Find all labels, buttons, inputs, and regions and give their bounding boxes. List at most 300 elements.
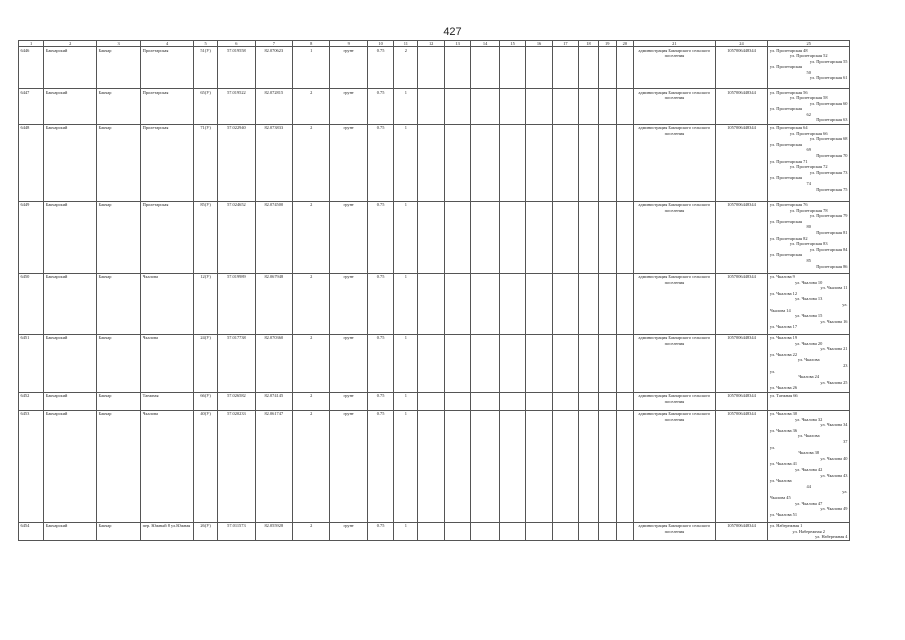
address-line: ул. Набережная 4 [815, 534, 848, 540]
empty-cell [526, 334, 552, 392]
address-line: ул. Пролетарская 73 [809, 169, 848, 175]
address-line: 50 [806, 69, 811, 75]
address-line: 80 [806, 224, 811, 230]
address-line: ул. [842, 489, 848, 495]
empty-cell [616, 522, 634, 541]
empty-cell [526, 410, 552, 522]
ogrn-cell: 1057006448344 [715, 89, 768, 125]
area-cell: 0.75 [367, 410, 393, 522]
empty-cell [616, 392, 634, 410]
latitude-cell: 57.011573 [218, 522, 255, 541]
address-line: ул. Чкалова 19 [769, 335, 798, 341]
row-number-cell: 6446 [19, 47, 44, 89]
empty-cell [418, 410, 444, 522]
district-cell: Бакчарский [44, 273, 97, 334]
locality-cell: Бакчар [97, 522, 141, 541]
surface-count-cell: 1 [293, 47, 330, 89]
longitude-cell: 82.074145 [255, 392, 292, 410]
address-line: ул. Пролетарская [769, 252, 803, 258]
registry-table [18, 40, 850, 541]
address-line: ул. Пролетарская 58 [789, 95, 828, 101]
column-header: 6 [218, 41, 255, 47]
column-header: 17 [552, 41, 578, 47]
surface-type-cell: грунт [330, 273, 367, 334]
address-line: ул. [769, 444, 776, 450]
address-line: ул. [769, 368, 776, 374]
column-header: 4 [141, 41, 194, 47]
column-header: 12 [418, 41, 444, 47]
empty-cell [418, 392, 444, 410]
address-line: ул. Чкалова 42 [795, 466, 823, 472]
house-cell: 40(У) [193, 410, 217, 522]
empty-cell [616, 47, 634, 89]
empty-cell [552, 89, 578, 125]
column-header: 25 [768, 41, 850, 47]
empty-cell [616, 89, 634, 125]
surface-count-cell: 2 [293, 124, 330, 201]
street-cell: Пролетарская [141, 47, 194, 89]
house-cell: 71(У) [193, 124, 217, 201]
empty-cell [598, 124, 616, 201]
empty-cell [552, 410, 578, 522]
empty-cell [418, 124, 444, 201]
page-number: 427 [443, 26, 462, 38]
latitude-cell: 57.020233 [218, 410, 255, 522]
address-line: Чкалова 14 [769, 307, 791, 313]
longitude-cell: 82.074500 [255, 201, 292, 273]
column-header: 7 [255, 41, 292, 47]
address-line: ул. Таежная 66 [769, 393, 798, 398]
empty-cell [444, 201, 470, 273]
container-count-cell: 1 [394, 201, 418, 273]
addresses-cell [768, 410, 850, 522]
column-header: 13 [444, 41, 470, 47]
empty-cell [444, 392, 470, 410]
empty-cell [598, 201, 616, 273]
street-cell: Таежная [141, 392, 194, 410]
empty-cell [552, 47, 578, 89]
column-header: 20 [616, 41, 634, 47]
addresses-cell [768, 334, 850, 392]
latitude-cell: 57.024652 [218, 201, 255, 273]
address-line: ул. Чкалова 30 [769, 411, 798, 416]
empty-cell [444, 47, 470, 89]
address-line: ул. Пролетарская 68 [809, 136, 848, 142]
address-line: ул. Пролетарская [769, 175, 803, 181]
empty-cell [471, 392, 500, 410]
ogrn-cell: 1057006448344 [715, 124, 768, 201]
address-line: ул. Пролетарская 52 [789, 53, 828, 59]
surface-count-cell: 2 [293, 273, 330, 334]
longitude-cell: 82.061747 [255, 410, 292, 522]
empty-cell [418, 201, 444, 273]
area-cell: 0.75 [367, 522, 393, 541]
empty-cell [598, 410, 616, 522]
empty-cell [526, 89, 552, 125]
address-line: 23 [843, 363, 848, 369]
ogrn-cell: 1057006448344 [715, 201, 768, 273]
surface-type-cell: грунт [330, 89, 367, 125]
surface-type-cell: грунт [330, 201, 367, 273]
district-cell: Бакчарский [44, 89, 97, 125]
row-number-cell: 6452 [19, 392, 44, 410]
empty-cell [579, 89, 599, 125]
row-number-cell: 6449 [19, 201, 44, 273]
addresses-cell [768, 124, 850, 201]
empty-cell [499, 410, 525, 522]
address-line: ул. Пролетарская [769, 106, 803, 112]
row-number-cell: 6453 [19, 410, 44, 522]
address-line: ул. Чкалова 49 [820, 506, 848, 512]
address-line: ул. Пролетарская 55 [809, 58, 848, 64]
address-line: ул. Пролетарская 82 [769, 235, 808, 241]
surface-count-cell: 2 [293, 522, 330, 541]
surface-count-cell: 2 [293, 201, 330, 273]
table-row [19, 201, 850, 273]
area-cell: 0.75 [367, 201, 393, 273]
owner-cell: администрация Бакчарского сельского поселения [634, 392, 715, 410]
container-count-cell: 1 [394, 273, 418, 334]
address-line: Пролетарская 81 [816, 230, 848, 236]
owner-cell: администрация Бакчарского сельского поселения [634, 273, 715, 334]
empty-cell [526, 522, 552, 541]
longitude-cell: 82.073833 [255, 124, 292, 201]
address-line: ул. Пролетарская 64 [769, 125, 808, 131]
row-number-cell: 6454 [19, 522, 44, 541]
container-count-cell: 1 [394, 522, 418, 541]
house-cell: 85(У) [193, 201, 217, 273]
column-header: 19 [598, 41, 616, 47]
empty-cell [526, 273, 552, 334]
empty-cell [418, 522, 444, 541]
longitude-cell: 82.067948 [255, 273, 292, 334]
empty-cell [444, 334, 470, 392]
address-line: ул. Чкалова 47 [795, 500, 823, 506]
area-cell: 0.75 [367, 334, 393, 392]
empty-cell [552, 522, 578, 541]
house-cell: 51(У) [193, 47, 217, 89]
street-cell: пер. Южный 8 ул.Южная [141, 522, 194, 541]
empty-cell [471, 124, 500, 201]
table-row [19, 522, 850, 541]
surface-type-cell: грунт [330, 392, 367, 410]
address-line: ул. Пролетарская [769, 141, 803, 147]
row-number-cell: 6447 [19, 89, 44, 125]
owner-cell: администрация Бакчарского сельского поселения [634, 522, 715, 541]
ogrn-cell: 1057006448344 [715, 273, 768, 334]
table-row [19, 273, 850, 334]
latitude-cell: 57.026582 [218, 392, 255, 410]
empty-cell [616, 273, 634, 334]
column-header: 9 [330, 41, 367, 47]
empty-cell [444, 410, 470, 522]
address-line: Чкалова 38 [798, 450, 820, 456]
empty-cell [471, 273, 500, 334]
table-row [19, 392, 850, 410]
address-line: Пролетарская 70 [816, 153, 848, 159]
empty-cell [444, 273, 470, 334]
address-line: ул. Пролетарская 84 [809, 246, 848, 252]
area-cell: 0.75 [367, 47, 393, 89]
address-line: 37 [843, 438, 848, 444]
address-line: ул. Чкалова 40 [820, 455, 848, 461]
surface-count-cell: 2 [293, 89, 330, 125]
table-row [19, 47, 850, 89]
column-header: 1 [19, 41, 44, 47]
longitude-cell: 82.072815 [255, 89, 292, 125]
empty-cell [418, 334, 444, 392]
address-line: 44 [806, 483, 811, 489]
surface-type-cell: грунт [330, 334, 367, 392]
column-header: 5 [193, 41, 217, 47]
address-line: ул. Чкалова 11 [820, 285, 848, 291]
empty-cell [471, 201, 500, 273]
street-cell: Чкалова [141, 334, 194, 392]
address-line: ул. [842, 302, 848, 308]
street-cell: Чкалова [141, 273, 194, 334]
empty-cell [598, 522, 616, 541]
address-line: ул. Чкалова 22 [769, 351, 798, 357]
locality-cell: Бакчар [97, 410, 141, 522]
column-header: 24 [715, 41, 768, 47]
address-line: ул. Чкалова 12 [769, 290, 798, 296]
empty-cell [552, 124, 578, 201]
longitude-cell: 82.055928 [255, 522, 292, 541]
address-line: ул. Чкалова 34 [820, 422, 848, 428]
locality-cell: Бакчар [97, 334, 141, 392]
locality-cell: Бакчар [97, 201, 141, 273]
address-line: Пролетарская 86 [816, 263, 848, 269]
empty-cell [471, 410, 500, 522]
area-cell: 0.75 [367, 89, 393, 125]
empty-cell [444, 89, 470, 125]
address-line: ул. Чкалова 43 [820, 472, 848, 478]
ogrn-cell: 1057006448344 [715, 47, 768, 89]
surface-count-cell: 2 [293, 392, 330, 410]
longitude-cell: 82.070360 [255, 334, 292, 392]
empty-cell [471, 89, 500, 125]
address-line: ул. Чкалова 32 [795, 416, 823, 422]
empty-cell [579, 47, 599, 89]
empty-cell [418, 273, 444, 334]
street-cell: Пролетарская [141, 124, 194, 201]
empty-cell [499, 201, 525, 273]
area-cell: 0.75 [367, 392, 393, 410]
empty-cell [526, 392, 552, 410]
address-line: ул. Чкалова 26 [769, 385, 798, 391]
empty-cell [526, 124, 552, 201]
latitude-cell: 57.022940 [218, 124, 255, 201]
latitude-cell: 57.019989 [218, 273, 255, 334]
empty-cell [499, 47, 525, 89]
address-line: ул. Пролетарская 60 [809, 100, 848, 106]
address-line: ул. Чкалова 13 [795, 296, 823, 302]
row-number-cell: 6448 [19, 124, 44, 201]
address-line: ул. Пролетарская [769, 218, 803, 224]
street-cell: Пролетарская [141, 89, 194, 125]
table-row [19, 124, 850, 201]
latitude-cell: 57.019558 [218, 47, 255, 89]
address-line: Чкалова 24 [798, 374, 820, 380]
surface-type-cell: грунт [330, 410, 367, 522]
empty-cell [499, 124, 525, 201]
ogrn-cell: 1057006448344 [715, 522, 768, 541]
address-line: ул. Чкалова [769, 478, 792, 484]
empty-cell [499, 334, 525, 392]
owner-cell: администрация Бакчарского сельского поселения [634, 201, 715, 273]
empty-cell [526, 47, 552, 89]
row-number-cell: 6451 [19, 334, 44, 392]
empty-cell [598, 47, 616, 89]
address-line: ул. Пролетарская 61 [809, 75, 848, 81]
addresses-cell [768, 47, 850, 89]
house-cell: 66(У) [193, 392, 217, 410]
address-line: ул. Чкалова 36 [769, 427, 798, 433]
locality-cell: Бакчар [97, 392, 141, 410]
address-line: ул. Пролетарская 83 [789, 241, 828, 247]
addresses-cell [768, 201, 850, 273]
ogrn-cell: 1057006448344 [715, 410, 768, 522]
column-header: 16 [526, 41, 552, 47]
column-header: 15 [499, 41, 525, 47]
addresses-cell [768, 392, 850, 410]
empty-cell [598, 273, 616, 334]
district-cell: Бакчарский [44, 392, 97, 410]
address-line: 74 [806, 181, 811, 186]
empty-cell [552, 201, 578, 273]
ogrn-cell: 1057006448344 [715, 392, 768, 410]
container-count-cell: 2 [394, 47, 418, 89]
column-header: 3 [97, 41, 141, 47]
surface-type-cell: грунт [330, 522, 367, 541]
address-line: ул. Чкалова 21 [820, 346, 848, 352]
empty-cell [526, 201, 552, 273]
address-line: ул. Пролетарская 71 [769, 158, 808, 164]
empty-cell [579, 201, 599, 273]
empty-cell [616, 124, 634, 201]
address-line: Чкалова 45 [769, 494, 791, 500]
street-cell: Чкалова [141, 410, 194, 522]
empty-cell [418, 89, 444, 125]
longitude-cell: 82.070623 [255, 47, 292, 89]
empty-cell [499, 392, 525, 410]
empty-cell [471, 47, 500, 89]
locality-cell: Бакчар [97, 124, 141, 201]
address-line: ул. Пролетарская 76 [769, 202, 808, 208]
address-line: ул. Чкалова 15 [795, 313, 823, 319]
container-count-cell: 1 [394, 410, 418, 522]
empty-cell [616, 410, 634, 522]
house-cell: 24(У) [193, 334, 217, 392]
container-count-cell: 1 [394, 392, 418, 410]
empty-cell [471, 334, 500, 392]
house-cell: 26(У) [193, 522, 217, 541]
addresses-cell [768, 522, 850, 541]
locality-cell: Бакчар [97, 47, 141, 89]
column-header: 10 [367, 41, 393, 47]
address-line: ул. Чкалова [797, 357, 820, 363]
ogrn-cell: 1057006448344 [715, 334, 768, 392]
address-line: ул. Пролетарская [769, 64, 803, 70]
row-number-cell: 6450 [19, 273, 44, 334]
locality-cell: Бакчар [97, 89, 141, 125]
column-header: 8 [293, 41, 330, 47]
empty-cell [418, 47, 444, 89]
table-row [19, 89, 850, 125]
address-line: 85 [806, 258, 811, 263]
empty-cell [579, 334, 599, 392]
address-line: ул. Пролетарская 48 [769, 47, 808, 53]
container-count-cell: 1 [394, 334, 418, 392]
surface-count-cell: 2 [293, 410, 330, 522]
empty-cell [552, 392, 578, 410]
area-cell: 0.75 [367, 124, 393, 201]
empty-cell [579, 273, 599, 334]
latitude-cell: 57.019522 [218, 89, 255, 125]
empty-cell [579, 522, 599, 541]
empty-cell [552, 334, 578, 392]
address-line: ул. Чкалова 41 [769, 461, 798, 467]
table-row [19, 334, 850, 392]
address-line: ул. Чкалова 25 [820, 379, 848, 385]
empty-cell [598, 89, 616, 125]
address-line: ул. Чкалова 20 [795, 340, 823, 346]
address-line: ул. Чкалова 51 [769, 511, 798, 517]
surface-type-cell: грунт [330, 124, 367, 201]
empty-cell [444, 522, 470, 541]
address-line: ул. Чкалова 9 [769, 274, 795, 280]
column-header: 2 [44, 41, 97, 47]
address-line: ул. Чкалова 16 [820, 318, 848, 324]
column-header: 14 [471, 41, 500, 47]
empty-cell [499, 89, 525, 125]
empty-cell [579, 392, 599, 410]
column-header: 18 [579, 41, 599, 47]
address-line: ул. Пролетарская 78 [789, 207, 828, 213]
district-cell: Бакчарский [44, 201, 97, 273]
empty-cell [579, 410, 599, 522]
column-header: 21 [634, 41, 715, 47]
empty-cell [552, 273, 578, 334]
address-line: ул. Чкалова 10 [795, 279, 823, 285]
empty-cell [499, 522, 525, 541]
owner-cell: администрация Бакчарского сельского поселения [634, 47, 715, 89]
empty-cell [579, 124, 599, 201]
latitude-cell: 57.017738 [218, 334, 255, 392]
address-line: ул. Чкалова 17 [769, 324, 798, 330]
empty-cell [616, 334, 634, 392]
address-line: ул. Набережная 1 [769, 523, 803, 528]
empty-cell [444, 124, 470, 201]
empty-cell [499, 273, 525, 334]
table-row [19, 410, 850, 522]
empty-cell [616, 201, 634, 273]
street-cell: Пролетарская [141, 201, 194, 273]
column-header: 11 [394, 41, 418, 47]
address-line: ул. Пролетарская 56 [769, 89, 808, 95]
address-line: 62 [806, 111, 811, 117]
address-line: Пролетарская 63 [816, 117, 848, 123]
address-line: 69 [806, 147, 811, 153]
surface-count-cell: 2 [293, 334, 330, 392]
address-line: ул. Набережная 2 [792, 528, 825, 534]
address-line: ул. Чкалова [797, 433, 820, 439]
district-cell: Бакчарский [44, 522, 97, 541]
addresses-cell [768, 89, 850, 125]
address-line: ул. Пролетарская 79 [809, 213, 848, 219]
empty-cell [598, 392, 616, 410]
district-cell: Бакчарский [44, 124, 97, 201]
